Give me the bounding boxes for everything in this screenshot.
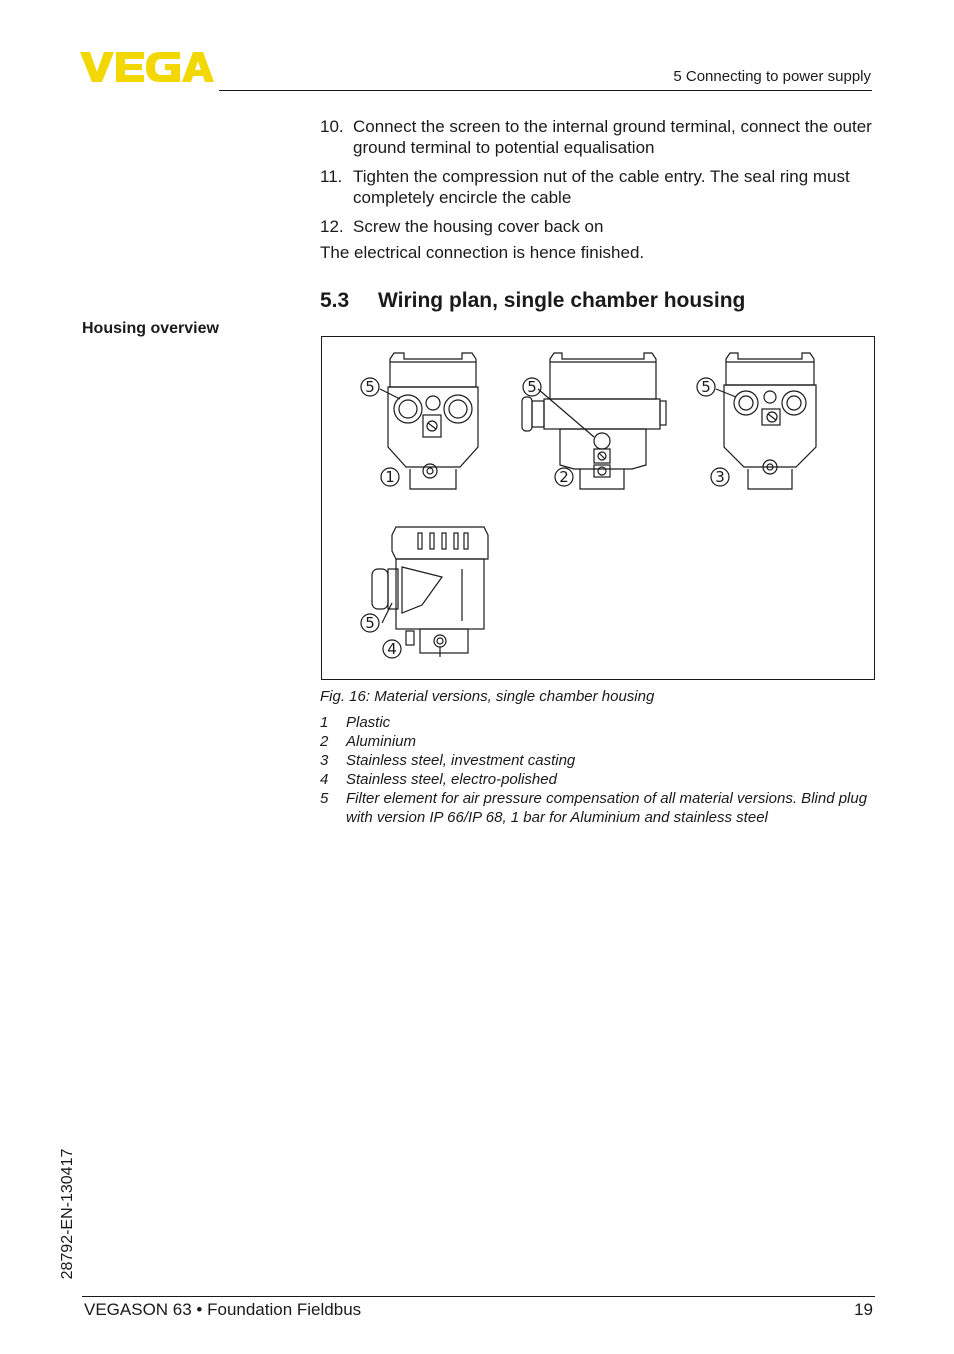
- legend-item: [320, 770, 880, 789]
- step-text: Screw the housing cover back on: [353, 217, 604, 236]
- housing-stainless-cast-drawing: [716, 353, 816, 489]
- page-number: 19: [854, 1300, 873, 1319]
- side-label: Housing overview: [82, 320, 219, 337]
- housing-stainless-polished-drawing: [372, 527, 488, 657]
- step-number: 11.: [320, 167, 343, 186]
- step-text: Tighten the compression nut of the cable entry. The seal ring must completely encircle the cable: [353, 167, 850, 207]
- figure-label-housing-3: 3: [715, 468, 725, 486]
- vega-logo: [80, 50, 214, 84]
- figure-label-filter: 5: [365, 378, 375, 396]
- section-title: Wiring plan, single chamber housing: [378, 289, 746, 312]
- legend-number: 4: [320, 771, 329, 788]
- finish-text: The electrical connection is hence finished.: [320, 243, 645, 262]
- legend-number: 5: [320, 790, 329, 807]
- legend-item: [320, 732, 880, 751]
- legend-number: 2: [320, 733, 329, 750]
- legend-text: Filter element for air pressure compensation of all material versions. Blind plug with version IP 66/IP 68, 1 bar for Aluminium and stainless steel: [346, 790, 868, 826]
- section-number: 5.3: [320, 289, 350, 312]
- footer-title: VEGASON 63 • Foundation Fieldbus: [84, 1300, 362, 1319]
- vega-logo-letters: [80, 52, 214, 82]
- legend-number: 3: [320, 752, 329, 769]
- legend-item: [320, 713, 880, 732]
- step-item: [320, 166, 880, 208]
- instruction-steps: [320, 116, 880, 245]
- legend-text: Plastic: [346, 714, 391, 731]
- figure-label-housing-2: 2: [559, 468, 569, 486]
- figure-label-housing-4: 4: [387, 640, 397, 658]
- figure-label-filter: 5: [365, 614, 375, 632]
- section-heading: [320, 289, 745, 313]
- housing-drawing: [322, 337, 876, 681]
- figure-caption: Fig. 16: Material versions, single chamber housing: [320, 688, 655, 705]
- step-text: Connect the screen to the internal ground terminal, connect the outer ground terminal to potential equalisation: [353, 117, 872, 157]
- legend-text: Stainless steel, electro-polished: [346, 771, 557, 788]
- figure-housing-overview: [321, 336, 875, 680]
- figure-label-filter: 5: [527, 378, 537, 396]
- document-number: 28792-EN-130417: [59, 1148, 76, 1280]
- figure-legend: [320, 713, 880, 827]
- legend-item: [320, 751, 880, 770]
- legend-number: 1: [320, 714, 329, 731]
- figure-label-housing-1: 1: [385, 468, 395, 486]
- step-number: 12.: [320, 217, 344, 236]
- step-number: 10.: [320, 117, 344, 136]
- footer-rule: [82, 1296, 875, 1297]
- header-section-title: 5 Connecting to power supply: [673, 68, 871, 85]
- legend-text: Aluminium: [346, 733, 417, 750]
- figure-label-filter: 5: [701, 378, 711, 396]
- header-rule: [219, 90, 872, 91]
- legend-text: Stainless steel, investment casting: [346, 752, 576, 769]
- step-item: [320, 216, 880, 237]
- legend-item: [320, 789, 880, 827]
- housing-aluminium-drawing: [522, 353, 666, 489]
- step-item: [320, 116, 880, 158]
